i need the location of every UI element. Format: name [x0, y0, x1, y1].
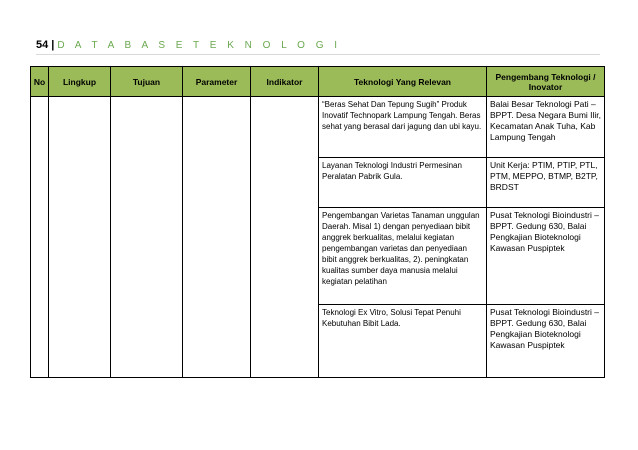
table-row: [31, 97, 605, 158]
header-rule: [36, 54, 600, 55]
column-header-lingkup: Lingkup: [49, 67, 111, 97]
cell-tujuan: [111, 97, 183, 378]
cell-lingkup: [49, 97, 111, 378]
column-header-tujuan: Tujuan: [111, 67, 183, 97]
page-header: [36, 39, 341, 51]
cell-no: [31, 97, 49, 378]
page-number: 54: [36, 39, 49, 51]
cell-teknologi: “Beras Sehat Dan Tepung Sugih” Produk Inovatif Technopark Lampung Tengah. Beras sehat yang berasal dari jagung dan ubi kayu.: [319, 97, 487, 158]
column-header-pengembang: Pengembang Teknologi / Inovator: [487, 67, 605, 97]
table-header-row: [31, 67, 605, 97]
document-title: D A T A B A S E T E K N O L O G I: [57, 40, 342, 51]
column-header-teknologi: Teknologi Yang Relevan: [319, 67, 487, 97]
cell-pengembang: Pusat Teknologi Bioindustri – BPPT. Gedung 630, Balai Pengkajian Bioteknologi Kawasan Puspiptek: [487, 305, 605, 378]
column-header-no: No: [31, 67, 49, 97]
cell-pengembang: Pusat Teknologi Bioindustri – BPPT. Gedung 630, Balai Pengkajian Bioteknologi Kawasan Puspiptek: [487, 208, 605, 305]
header-separator: |: [51, 39, 55, 51]
column-header-parameter: Parameter: [183, 67, 251, 97]
cell-teknologi: Layanan Teknologi Industri Permesinan Peralatan Pabrik Gula.: [319, 158, 487, 208]
cell-indikator: [251, 97, 319, 378]
technology-table: [30, 66, 605, 378]
cell-teknologi: Pengembangan Varietas Tanaman unggulan Daerah. Misal 1) dengan penyediaan bibit anggrek berkualitas, melalui kegiatan pengembangan varietas dan penyediaan bibit anggrek berkualitas, 2). peningkatan kualitas sumber daya manusia melalui kegiatan pelatihan: [319, 208, 487, 305]
cell-pengembang: Balai Besar Teknologi Pati – BPPT. Desa Negara Bumi Ilir, Kecamatan Anak Tuha, Kab Lampung Tengah: [487, 97, 605, 158]
cell-parameter: [183, 97, 251, 378]
cell-pengembang: Unit Kerja: PTIM, PTIP, PTL, PTM, MEPPO, BTMP, B2TP, BRDST: [487, 158, 605, 208]
cell-teknologi: Teknologi Ex Vitro, Solusi Tepat Penuhi Kebutuhan Bibit Lada.: [319, 305, 487, 378]
column-header-indikator: Indikator: [251, 67, 319, 97]
